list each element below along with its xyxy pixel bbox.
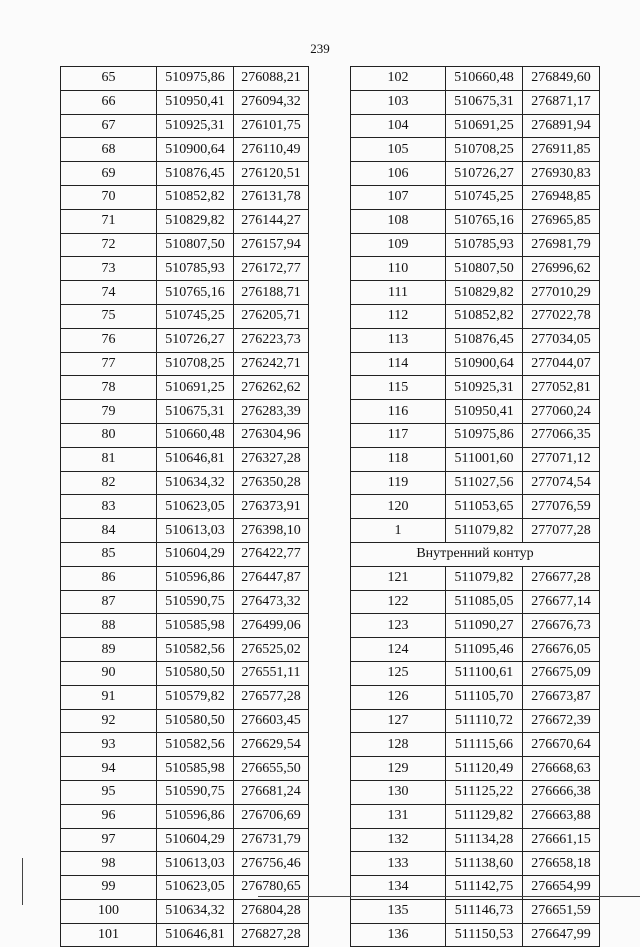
page-frame-left-line — [22, 858, 23, 905]
x-coordinate-cell: 510675,31 — [446, 90, 523, 114]
x-coordinate-cell: 511053,65 — [446, 495, 523, 519]
table-row — [351, 685, 600, 709]
table-row — [61, 757, 309, 781]
x-coordinate-cell: 510950,41 — [446, 400, 523, 424]
point-number-cell: 87 — [61, 590, 157, 614]
x-coordinate-cell: 510634,32 — [157, 471, 234, 495]
x-coordinate-cell: 510596,86 — [157, 566, 234, 590]
y-coordinate-cell: 276849,60 — [523, 67, 600, 91]
table-row — [61, 281, 309, 305]
x-coordinate-cell: 510596,86 — [157, 804, 234, 828]
x-coordinate-cell: 510807,50 — [446, 257, 523, 281]
table-row — [351, 328, 600, 352]
x-coordinate-cell: 510585,98 — [157, 757, 234, 781]
point-number-cell: 66 — [61, 90, 157, 114]
y-coordinate-cell: 276676,73 — [523, 614, 600, 638]
y-coordinate-cell: 276473,32 — [234, 590, 309, 614]
table-row — [351, 471, 600, 495]
point-number-cell: 85 — [61, 542, 157, 566]
x-coordinate-cell: 510900,64 — [157, 138, 234, 162]
table-row — [61, 495, 309, 519]
page-number: 239 — [310, 41, 330, 56]
x-coordinate-cell: 510726,27 — [446, 162, 523, 186]
table-row — [351, 209, 600, 233]
page-frame-bottom-line — [258, 896, 640, 897]
y-coordinate-cell: 276676,05 — [523, 638, 600, 662]
y-coordinate-cell: 276172,77 — [234, 257, 309, 281]
y-coordinate-cell: 276651,59 — [523, 899, 600, 923]
x-coordinate-cell: 511100,61 — [446, 661, 523, 685]
table-row — [351, 257, 600, 281]
point-number-cell: 78 — [61, 376, 157, 400]
y-coordinate-cell: 276911,85 — [523, 138, 600, 162]
point-number-cell: 98 — [61, 852, 157, 876]
table-row — [61, 162, 309, 186]
point-number-cell: 75 — [61, 304, 157, 328]
x-coordinate-cell: 510691,25 — [446, 114, 523, 138]
point-number-cell: 103 — [351, 90, 446, 114]
y-coordinate-cell: 276304,96 — [234, 423, 309, 447]
y-coordinate-cell: 277022,78 — [523, 304, 600, 328]
table-row — [61, 447, 309, 471]
table-row — [351, 899, 600, 923]
y-coordinate-cell: 276188,71 — [234, 281, 309, 305]
y-coordinate-cell: 276629,54 — [234, 733, 309, 757]
x-coordinate-cell: 510660,48 — [446, 67, 523, 91]
point-number-cell: 120 — [351, 495, 446, 519]
x-coordinate-cell: 511027,56 — [446, 471, 523, 495]
y-coordinate-cell: 277071,12 — [523, 447, 600, 471]
y-coordinate-cell: 276551,11 — [234, 661, 309, 685]
y-coordinate-cell: 276373,91 — [234, 495, 309, 519]
point-number-cell: 133 — [351, 852, 446, 876]
table-row — [61, 923, 309, 947]
table-row — [351, 185, 600, 209]
point-number-cell: 111 — [351, 281, 446, 305]
x-coordinate-cell: 510623,05 — [157, 876, 234, 900]
y-coordinate-cell: 277052,81 — [523, 376, 600, 400]
x-coordinate-cell: 511150,53 — [446, 923, 523, 947]
x-coordinate-cell: 511142,75 — [446, 876, 523, 900]
x-coordinate-cell: 511001,60 — [446, 447, 523, 471]
point-number-cell: 88 — [61, 614, 157, 638]
table-row — [61, 780, 309, 804]
x-coordinate-cell: 510660,48 — [157, 423, 234, 447]
y-coordinate-cell: 276654,99 — [523, 876, 600, 900]
x-coordinate-cell: 511115,66 — [446, 733, 523, 757]
x-coordinate-cell: 510852,82 — [446, 304, 523, 328]
section-heading-row — [351, 542, 600, 566]
table-row — [61, 638, 309, 662]
y-coordinate-cell: 276981,79 — [523, 233, 600, 257]
table-row — [351, 90, 600, 114]
table-row — [61, 400, 309, 424]
point-number-cell: 114 — [351, 352, 446, 376]
x-coordinate-cell: 510604,29 — [157, 542, 234, 566]
y-coordinate-cell: 276948,85 — [523, 185, 600, 209]
x-coordinate-cell: 510726,27 — [157, 328, 234, 352]
x-coordinate-cell: 510745,25 — [446, 185, 523, 209]
table-row — [61, 471, 309, 495]
point-number-cell: 97 — [61, 828, 157, 852]
point-number-cell: 94 — [61, 757, 157, 781]
point-number-cell: 128 — [351, 733, 446, 757]
y-coordinate-cell: 276327,28 — [234, 447, 309, 471]
table-row — [61, 899, 309, 923]
x-coordinate-cell: 510613,03 — [157, 519, 234, 543]
point-number-cell: 84 — [61, 519, 157, 543]
point-number-cell: 135 — [351, 899, 446, 923]
x-coordinate-cell: 511110,72 — [446, 709, 523, 733]
y-coordinate-cell: 276675,09 — [523, 661, 600, 685]
x-coordinate-cell: 510785,93 — [157, 257, 234, 281]
y-coordinate-cell: 276673,87 — [523, 685, 600, 709]
table-row — [351, 423, 600, 447]
point-number-cell: 69 — [61, 162, 157, 186]
y-coordinate-cell: 276756,46 — [234, 852, 309, 876]
y-coordinate-cell: 276283,39 — [234, 400, 309, 424]
point-number-cell: 102 — [351, 67, 446, 91]
y-coordinate-cell: 276996,62 — [523, 257, 600, 281]
x-coordinate-cell: 510829,82 — [157, 209, 234, 233]
table-row — [351, 757, 600, 781]
x-coordinate-cell: 510765,16 — [157, 281, 234, 305]
x-coordinate-cell: 510852,82 — [157, 185, 234, 209]
x-coordinate-cell: 511138,60 — [446, 852, 523, 876]
y-coordinate-cell: 276891,94 — [523, 114, 600, 138]
point-number-cell: 93 — [61, 733, 157, 757]
x-coordinate-cell: 511085,05 — [446, 590, 523, 614]
y-coordinate-cell: 276525,02 — [234, 638, 309, 662]
x-coordinate-cell: 510765,16 — [446, 209, 523, 233]
table-row — [61, 542, 309, 566]
x-coordinate-cell: 511129,82 — [446, 804, 523, 828]
table-row — [61, 709, 309, 733]
x-coordinate-cell: 510590,75 — [157, 780, 234, 804]
point-number-cell: 110 — [351, 257, 446, 281]
x-coordinate-cell: 511105,70 — [446, 685, 523, 709]
table-row — [351, 566, 600, 590]
y-coordinate-cell: 276101,75 — [234, 114, 309, 138]
table-row — [61, 566, 309, 590]
point-number-cell: 116 — [351, 400, 446, 424]
y-coordinate-cell: 276827,28 — [234, 923, 309, 947]
point-number-cell: 131 — [351, 804, 446, 828]
y-coordinate-cell: 276731,79 — [234, 828, 309, 852]
table-row — [61, 519, 309, 543]
y-coordinate-cell: 276672,39 — [523, 709, 600, 733]
y-coordinate-cell: 276110,49 — [234, 138, 309, 162]
table-row — [351, 733, 600, 757]
y-coordinate-cell: 277010,29 — [523, 281, 600, 305]
x-coordinate-cell: 510900,64 — [446, 352, 523, 376]
y-coordinate-cell: 276131,78 — [234, 185, 309, 209]
y-coordinate-cell: 277074,54 — [523, 471, 600, 495]
y-coordinate-cell: 276603,45 — [234, 709, 309, 733]
x-coordinate-cell: 510582,56 — [157, 733, 234, 757]
table-row — [351, 923, 600, 947]
x-coordinate-cell: 510634,32 — [157, 899, 234, 923]
point-number-cell: 1 — [351, 519, 446, 543]
table-row — [351, 447, 600, 471]
point-number-cell: 106 — [351, 162, 446, 186]
table-row — [61, 733, 309, 757]
table-row — [61, 614, 309, 638]
table-row — [351, 138, 600, 162]
point-number-cell: 125 — [351, 661, 446, 685]
x-coordinate-cell: 510807,50 — [157, 233, 234, 257]
point-number-cell: 124 — [351, 638, 446, 662]
table-row — [351, 376, 600, 400]
point-number-cell: 132 — [351, 828, 446, 852]
x-coordinate-cell: 510925,31 — [446, 376, 523, 400]
point-number-cell: 104 — [351, 114, 446, 138]
point-number-cell: 67 — [61, 114, 157, 138]
point-number-cell: 65 — [61, 67, 157, 91]
y-coordinate-cell: 276677,14 — [523, 590, 600, 614]
x-coordinate-cell: 510623,05 — [157, 495, 234, 519]
x-coordinate-cell: 510675,31 — [157, 400, 234, 424]
point-number-cell: 82 — [61, 471, 157, 495]
point-number-cell: 91 — [61, 685, 157, 709]
point-number-cell: 73 — [61, 257, 157, 281]
point-number-cell: 127 — [351, 709, 446, 733]
table-row — [351, 281, 600, 305]
x-coordinate-cell: 511079,82 — [446, 566, 523, 590]
point-number-cell: 72 — [61, 233, 157, 257]
table-row — [351, 304, 600, 328]
y-coordinate-cell: 276223,73 — [234, 328, 309, 352]
y-coordinate-cell: 276144,27 — [234, 209, 309, 233]
y-coordinate-cell: 276398,10 — [234, 519, 309, 543]
y-coordinate-cell: 276804,28 — [234, 899, 309, 923]
x-coordinate-cell: 511125,22 — [446, 780, 523, 804]
y-coordinate-cell: 276706,69 — [234, 804, 309, 828]
table-row — [61, 257, 309, 281]
point-number-cell: 86 — [61, 566, 157, 590]
y-coordinate-cell: 276094,32 — [234, 90, 309, 114]
y-coordinate-cell: 276930,83 — [523, 162, 600, 186]
table-row — [351, 614, 600, 638]
point-number-cell: 70 — [61, 185, 157, 209]
x-coordinate-cell: 511079,82 — [446, 519, 523, 543]
y-coordinate-cell: 277034,05 — [523, 328, 600, 352]
point-number-cell: 119 — [351, 471, 446, 495]
point-number-cell: 89 — [61, 638, 157, 662]
y-coordinate-cell: 276666,38 — [523, 780, 600, 804]
table-row — [351, 852, 600, 876]
y-coordinate-cell: 276965,85 — [523, 209, 600, 233]
table-row — [351, 519, 600, 543]
table-row — [351, 661, 600, 685]
point-number-cell: 136 — [351, 923, 446, 947]
y-coordinate-cell: 276422,77 — [234, 542, 309, 566]
y-coordinate-cell: 276681,24 — [234, 780, 309, 804]
y-coordinate-cell: 276088,21 — [234, 67, 309, 91]
table-row — [61, 209, 309, 233]
table-row — [351, 638, 600, 662]
point-number-cell: 123 — [351, 614, 446, 638]
x-coordinate-cell: 511146,73 — [446, 899, 523, 923]
table-row — [61, 328, 309, 352]
y-coordinate-cell: 276205,71 — [234, 304, 309, 328]
y-coordinate-cell: 277076,59 — [523, 495, 600, 519]
x-coordinate-cell: 510785,93 — [446, 233, 523, 257]
x-coordinate-cell: 510876,45 — [157, 162, 234, 186]
point-number-cell: 105 — [351, 138, 446, 162]
coordinates-table-right-body — [351, 67, 600, 947]
x-coordinate-cell: 511095,46 — [446, 638, 523, 662]
x-coordinate-cell: 510580,50 — [157, 709, 234, 733]
table-row — [61, 804, 309, 828]
point-number-cell: 99 — [61, 876, 157, 900]
table-row — [61, 852, 309, 876]
table-row — [61, 423, 309, 447]
table-row — [61, 304, 309, 328]
y-coordinate-cell: 276658,18 — [523, 852, 600, 876]
x-coordinate-cell: 510876,45 — [446, 328, 523, 352]
point-number-cell: 101 — [61, 923, 157, 947]
point-number-cell: 80 — [61, 423, 157, 447]
coordinates-table-right — [350, 66, 600, 947]
x-coordinate-cell: 510925,31 — [157, 114, 234, 138]
point-number-cell: 130 — [351, 780, 446, 804]
point-number-cell: 77 — [61, 352, 157, 376]
point-number-cell: 112 — [351, 304, 446, 328]
x-coordinate-cell: 510646,81 — [157, 447, 234, 471]
x-coordinate-cell: 510745,25 — [157, 304, 234, 328]
table-row — [351, 590, 600, 614]
y-coordinate-cell: 276663,88 — [523, 804, 600, 828]
table-row — [61, 685, 309, 709]
table-row — [61, 67, 309, 91]
point-number-cell: 107 — [351, 185, 446, 209]
y-coordinate-cell: 276661,15 — [523, 828, 600, 852]
table-row — [351, 495, 600, 519]
x-coordinate-cell: 511134,28 — [446, 828, 523, 852]
point-number-cell: 134 — [351, 876, 446, 900]
point-number-cell: 100 — [61, 899, 157, 923]
x-coordinate-cell: 510604,29 — [157, 828, 234, 852]
point-number-cell: 71 — [61, 209, 157, 233]
table-row — [351, 162, 600, 186]
y-coordinate-cell: 276350,28 — [234, 471, 309, 495]
x-coordinate-cell: 510975,86 — [446, 423, 523, 447]
table-row — [351, 352, 600, 376]
y-coordinate-cell: 276120,51 — [234, 162, 309, 186]
table-row — [61, 352, 309, 376]
point-number-cell: 92 — [61, 709, 157, 733]
point-number-cell: 74 — [61, 281, 157, 305]
x-coordinate-cell: 510646,81 — [157, 923, 234, 947]
y-coordinate-cell: 276577,28 — [234, 685, 309, 709]
point-number-cell: 129 — [351, 757, 446, 781]
x-coordinate-cell: 511090,27 — [446, 614, 523, 638]
y-coordinate-cell: 276647,99 — [523, 923, 600, 947]
x-coordinate-cell: 510829,82 — [446, 281, 523, 305]
table-row — [351, 67, 600, 91]
table-row — [351, 780, 600, 804]
point-number-cell: 68 — [61, 138, 157, 162]
x-coordinate-cell: 510691,25 — [157, 376, 234, 400]
table-row — [61, 233, 309, 257]
x-coordinate-cell: 510975,86 — [157, 67, 234, 91]
x-coordinate-cell: 510708,25 — [157, 352, 234, 376]
table-row — [61, 590, 309, 614]
x-coordinate-cell: 510950,41 — [157, 90, 234, 114]
point-number-cell: 95 — [61, 780, 157, 804]
y-coordinate-cell: 276871,17 — [523, 90, 600, 114]
table-row — [351, 114, 600, 138]
table-row — [61, 90, 309, 114]
point-number-cell: 83 — [61, 495, 157, 519]
table-row — [351, 400, 600, 424]
table-row — [61, 138, 309, 162]
y-coordinate-cell: 276668,63 — [523, 757, 600, 781]
coordinates-table-left — [60, 66, 309, 947]
point-number-cell: 117 — [351, 423, 446, 447]
y-coordinate-cell: 276780,65 — [234, 876, 309, 900]
y-coordinate-cell: 276262,62 — [234, 376, 309, 400]
y-coordinate-cell: 276447,87 — [234, 566, 309, 590]
y-coordinate-cell: 276670,64 — [523, 733, 600, 757]
table-row — [61, 661, 309, 685]
x-coordinate-cell: 510582,56 — [157, 638, 234, 662]
table-row — [351, 828, 600, 852]
table-row — [351, 709, 600, 733]
point-number-cell: 113 — [351, 328, 446, 352]
x-coordinate-cell: 510613,03 — [157, 852, 234, 876]
y-coordinate-cell: 277077,28 — [523, 519, 600, 543]
x-coordinate-cell: 510579,82 — [157, 685, 234, 709]
point-number-cell: 81 — [61, 447, 157, 471]
y-coordinate-cell: 276242,71 — [234, 352, 309, 376]
table-row — [61, 114, 309, 138]
table-row — [61, 185, 309, 209]
table-row — [61, 828, 309, 852]
y-coordinate-cell: 277066,35 — [523, 423, 600, 447]
x-coordinate-cell: 510708,25 — [446, 138, 523, 162]
y-coordinate-cell: 276655,50 — [234, 757, 309, 781]
point-number-cell: 109 — [351, 233, 446, 257]
point-number-cell: 90 — [61, 661, 157, 685]
point-number-cell: 79 — [61, 400, 157, 424]
x-coordinate-cell: 510590,75 — [157, 590, 234, 614]
point-number-cell: 96 — [61, 804, 157, 828]
table-row — [351, 804, 600, 828]
coordinates-table-left-body — [61, 67, 309, 947]
point-number-cell: 115 — [351, 376, 446, 400]
y-coordinate-cell: 277060,24 — [523, 400, 600, 424]
point-number-cell: 122 — [351, 590, 446, 614]
x-coordinate-cell: 510585,98 — [157, 614, 234, 638]
point-number-cell: 76 — [61, 328, 157, 352]
y-coordinate-cell: 276499,06 — [234, 614, 309, 638]
table-row — [61, 376, 309, 400]
point-number-cell: 118 — [351, 447, 446, 471]
y-coordinate-cell: 276677,28 — [523, 566, 600, 590]
point-number-cell: 121 — [351, 566, 446, 590]
table-row — [351, 233, 600, 257]
point-number-cell: 108 — [351, 209, 446, 233]
x-coordinate-cell: 511120,49 — [446, 757, 523, 781]
y-coordinate-cell: 277044,07 — [523, 352, 600, 376]
y-coordinate-cell: 276157,94 — [234, 233, 309, 257]
section-heading: Внутренний контур — [351, 542, 600, 566]
x-coordinate-cell: 510580,50 — [157, 661, 234, 685]
point-number-cell: 126 — [351, 685, 446, 709]
